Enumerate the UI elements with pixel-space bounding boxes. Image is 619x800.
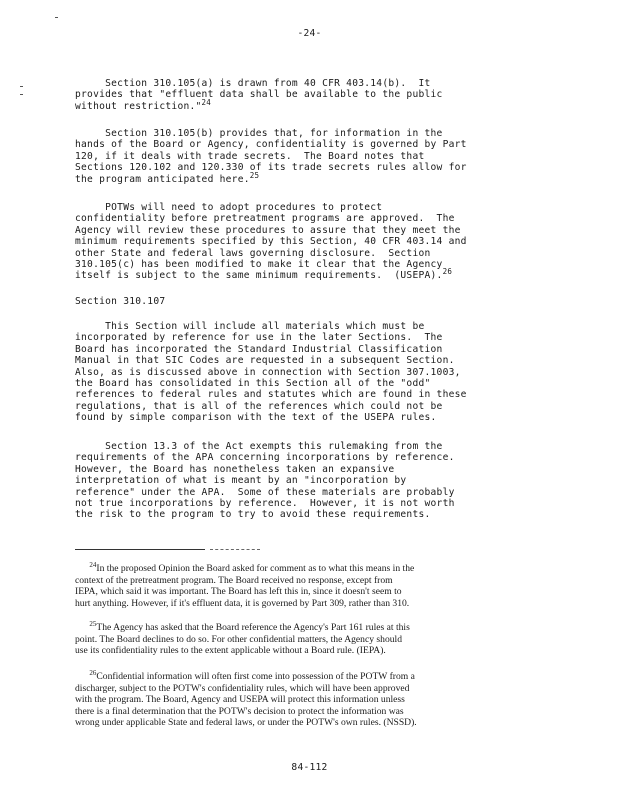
footnote-divider <box>75 549 205 550</box>
text-line: interpretation of what is meant by an "incorporation by <box>75 475 407 487</box>
scan-mark <box>55 17 58 18</box>
text-line: However, the Board has nonetheless taken an expansive <box>75 463 395 475</box>
footnote-line: context of the pretreatment program. The Board received no response, except from <box>75 574 393 586</box>
text-line: Agency will review these procedures to assure that they meet the <box>75 224 461 236</box>
footnote-text: The Agency has asked that the Board reference the Agency's Part 161 rules at this <box>96 622 410 633</box>
footnote-text: Confidential information will often first come into possession of the POTW from a <box>96 671 415 682</box>
text-line: Also, as is discussed above in connection with Section 307.1003, <box>75 366 461 378</box>
text-line: requirements of the APA concerning incorporations by reference. <box>75 452 455 464</box>
footnote-ref-25: 25 <box>249 170 260 180</box>
text-line-content: without restriction." <box>75 100 202 112</box>
footnote-26 <box>75 671 545 729</box>
footnote-number: 26 <box>89 669 97 677</box>
text-line: confidentiality before pretreatment programs are approved. The <box>75 213 455 225</box>
footnote-line: point. The Board declines to do so. For other confidential matters, the Agency should <box>75 633 403 645</box>
footnote-ref-26: 26 <box>442 267 453 277</box>
footnote-25 <box>75 622 545 657</box>
scan-mark <box>20 86 23 87</box>
paragraph-apa-exemption <box>75 441 545 521</box>
footnote-line: hurt anything. However, if it's effluent data, it is governed by Part 309, rather than 310. <box>75 597 410 609</box>
text-line: not true incorporations by reference. However, it is not worth <box>75 498 455 510</box>
paragraph-potw-procedures <box>75 202 545 282</box>
text-line: 310.105(c) has been modified to make it clear that the Agency <box>75 259 443 271</box>
footnote-ref-24: 24 <box>201 97 212 107</box>
paragraph-section-310-105b <box>75 128 545 185</box>
page-number-header: -24- <box>297 28 322 39</box>
text-line <box>75 97 545 112</box>
text-line: Section 310.105(a) is drawn from 40 CFR 403.14(b). It <box>75 78 431 89</box>
footnote-divider-dashed <box>210 549 260 550</box>
scan-mark <box>20 94 23 95</box>
footnote-line: IEPA, which said it was important. The Board has left this in, since it doesn't seem to <box>75 586 402 598</box>
text-line-content: the program anticipated here. <box>75 173 250 185</box>
text-line: reference" under the APA. Some of these materials are probably <box>75 486 455 498</box>
footnote-line: there is a final determination that the POTW's decision to protect the information was <box>75 705 404 717</box>
footnote-line: wrong under applicable State and federal laws, or under the POTW's own rules. (NSSD). <box>75 717 417 729</box>
text-line: hands of the Board or Agency, confidentiality is governed by Part <box>75 139 467 151</box>
text-line: Board has incorporated the Standard Industrial Classification <box>75 343 443 355</box>
paragraph-section-310-105a <box>75 78 545 112</box>
footnote-line <box>75 563 545 575</box>
footnote-line <box>75 622 545 634</box>
text-line: the risk to the program to try to avoid these requirements. <box>75 509 431 521</box>
text-line <box>75 170 545 185</box>
text-line: This Section will include all materials which must be <box>75 321 425 332</box>
text-line <box>75 267 545 282</box>
text-line: regulations, that is all of the references which could not be <box>75 400 443 412</box>
page-footer-number: 84-112 <box>291 762 328 773</box>
text-line: Section 310.105(b) provides that, for information in the <box>75 128 443 139</box>
text-line: Sections 120.102 and 120.330 of its trade secrets rules allow for <box>75 162 467 174</box>
text-line: Manual in that SIC Codes are requested in a subsequent Section. <box>75 355 455 367</box>
text-line: 120, if it deals with trade secrets. The Board notes that <box>75 150 425 162</box>
footnote-24 <box>75 563 545 609</box>
footnote-number: 25 <box>89 620 97 628</box>
footnote-line: with the program. The Board, Agency and USEPA will protect this information unless <box>75 694 405 706</box>
text-line-content: itself is subject to the same minimum requirements. (USEPA). <box>75 270 443 282</box>
footnote-line: discharger, subject to the POTW's confidentiality rules, which will have been approved <box>75 682 410 694</box>
paragraph-section-310-107 <box>75 321 545 424</box>
text-line: incorporated by reference for use in the later Sections. The <box>75 332 443 344</box>
text-line: POTWs will need to adopt procedures to protect <box>75 202 383 213</box>
text-line: Section 13.3 of the Act exempts this rulemaking from the <box>75 441 443 452</box>
footnote-line: use its confidentiality rules to the extent applicable without a Board rule. (IEPA). <box>75 645 386 657</box>
section-heading: Section 310.107 <box>75 296 166 307</box>
text-line: the Board has consolidated in this Section all of the "odd" <box>75 378 431 390</box>
footnote-number: 24 <box>89 561 97 569</box>
text-line: references to federal rules and statutes which are found in these <box>75 389 467 401</box>
text-line: provides that "effluent data shall be available to the public <box>75 89 443 101</box>
text-line: minimum requirements specified by this Section, 40 CFR 403.14 and <box>75 236 467 248</box>
footnote-text: In the proposed Opinion the Board asked for comment as to what this means in the <box>96 563 415 574</box>
footnote-line <box>75 671 545 683</box>
text-line: other State and federal laws governing disclosure. Section <box>75 247 431 259</box>
text-line: found by simple comparison with the text of the USEPA rules. <box>75 412 437 424</box>
